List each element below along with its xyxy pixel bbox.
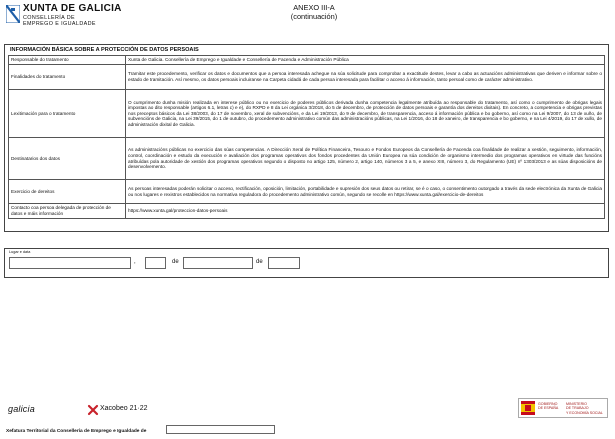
place-input[interactable] [9, 257, 131, 269]
addressee-input[interactable] [166, 425, 275, 434]
spain-ministry-name [566, 402, 603, 415]
de-separator-2: de [256, 259, 263, 265]
gov-line-5: Y ECONOMÍA SOCIAL [566, 410, 603, 415]
row-value: O cumprimento dunha misión realizada en interese público ou no exercicio de poderes públicos derivada dunha competencia legalmente atribuída ao responsable do tratamento, así como o cumprimento de obrigas legais impostas ao dito responsable (artigos 6.1, letras c) e e), do RXPD e 8 da Lei orgánica 3/2018, do 5 de decembro, de protección de datos persoais e garantía dos dereitos dixitais). En concreto, a competencia e obrigas previstas nos preceptos básicos da Lei 38/2003, do 17 de novembro, xeral de subvencións, e da Lei 19/2013, do 9 de decembro, de transparencia, acceso á información pública e bo goberno, así como na Lei 9/2007, do 13 de xuño, de subvencións de Galicia, na Lei 39/2015, do 1 de outubro, do procedemento administrativo común das administracións públicas, na Lei 1/2016, do 18 de xaneiro, de transparencia e bo goberno, e na Lei 4/2019, do 17 de xullo, de administración dixital de Galicia. [126, 90, 605, 138]
brand-subtitle-line2: EMPREGO E IGUALDADE [23, 21, 96, 28]
xacobeo-logo-text: Xacobeo 21·22 [100, 405, 148, 412]
table-row [9, 138, 605, 180]
row-label: Responsable do tratamento [9, 56, 126, 65]
xunta-logo-icon [6, 5, 20, 23]
gov-line-2: DE ESPAÑA [538, 406, 559, 411]
annex-heading [268, 4, 360, 21]
annex-subtitle: (continuación) [290, 11, 338, 21]
table-row [9, 90, 605, 138]
section-title: INFORMACIÓN BÁSICA SOBRE A PROTECCIÓN DE DATOS PERSOAIS [10, 47, 199, 53]
spain-coat-of-arms-icon [521, 401, 535, 415]
gov-line-1: GOBIERNO [538, 402, 558, 406]
brand-subtitle [23, 15, 96, 28]
table-row [9, 56, 605, 65]
row-label: Lexitimación para o tratamento [9, 90, 126, 138]
gov-line-4: DE TRABAJO [566, 406, 589, 411]
brand-subtitle-line1: CONSELLERÍA DE [23, 15, 76, 21]
row-value: Xunta de Galicia. Consellería de Emprego e Igualdade e Consellería de Facenda e Administración Pública [126, 56, 605, 65]
day-input[interactable] [145, 257, 166, 269]
place-date-label: Lugar e data [9, 250, 31, 254]
table-row [9, 204, 605, 219]
month-input[interactable] [183, 257, 253, 269]
addressee-label: Xefatura Territorial da Consellería de Emprego e Igualdade de [6, 429, 147, 434]
xacobeo-icon [87, 404, 99, 416]
comma-separator: , [134, 259, 136, 265]
row-value: As administracións públicas no exercicio das súas competencias. A Dirección Xeral de Política Financeira, Tesouro e Fondos Europeos da Consellería de Facenda coa finalidade de realizar a xestión, seguimento, información, control, coordinación e estudo da execución e avaliación dos programas operativos dos fondos procedentes da Unión Europea na súa condición de organismo intermedio dos programas operativos en virtude das funcións atribuídas pola autoridade de xestión dos programas operativos segundo o disposto no artigo 125, número 2, artigo 140, números 3 a 5, e anexo XIII, número 3, do Regulamento (UE) nº 1303/2013 e as súas disposicións de desenvolvemento. [126, 138, 605, 180]
year-input[interactable] [268, 257, 300, 269]
table-row [9, 180, 605, 204]
row-label: Finalidades do tratamento [9, 65, 126, 90]
de-separator-1: de [172, 259, 179, 265]
galicia-logo: galicia [8, 404, 35, 414]
row-value: As persoas interesadas poderán solicitar o acceso, rectificación, oposición, limitación, portabilidade e supresión dos seus datos ou retirar, se é o caso, o consentimento outorgado a través da sede electrónica da Xunta de Galicia ou nos lugares e rexistros establecidos na normativa reguladora do procedemento administrativo común, segundo se recolle en https://www.xunta.gal/exercicio-de-dereitos [126, 180, 605, 204]
annex-title: ANEXO III-A [293, 3, 335, 12]
row-label: Destinatarios dos datos [9, 138, 126, 180]
table-row [9, 65, 605, 90]
row-label: Contacto coa persoa delegada de protección de datos e máis información [9, 204, 126, 219]
data-protection-table [8, 55, 605, 219]
gov-line-3: MINISTERIO [566, 402, 587, 406]
spain-ministry-text [538, 402, 558, 411]
row-label: Exercicio de dereitos [9, 180, 126, 204]
row-value: https://www.xunta.gal/proteccion-datos-persoais [126, 204, 605, 219]
brand-title: XUNTA DE GALICIA [23, 3, 122, 14]
row-value: Tramitar este procedemento, verificar os datos e documentos que a persoa interesada achegue na súa solicitude para comprobar a exactitude destes, levar a cabo as actuacións administrativas que deriven e informar sobre o estado de tramitación. Así mesmo, os datos persoais incluiranse na Carpeta cidadá de cada persoa interesada para facilitar o acceso á información, tanto persoal como de carácter administrativo. [126, 65, 605, 90]
